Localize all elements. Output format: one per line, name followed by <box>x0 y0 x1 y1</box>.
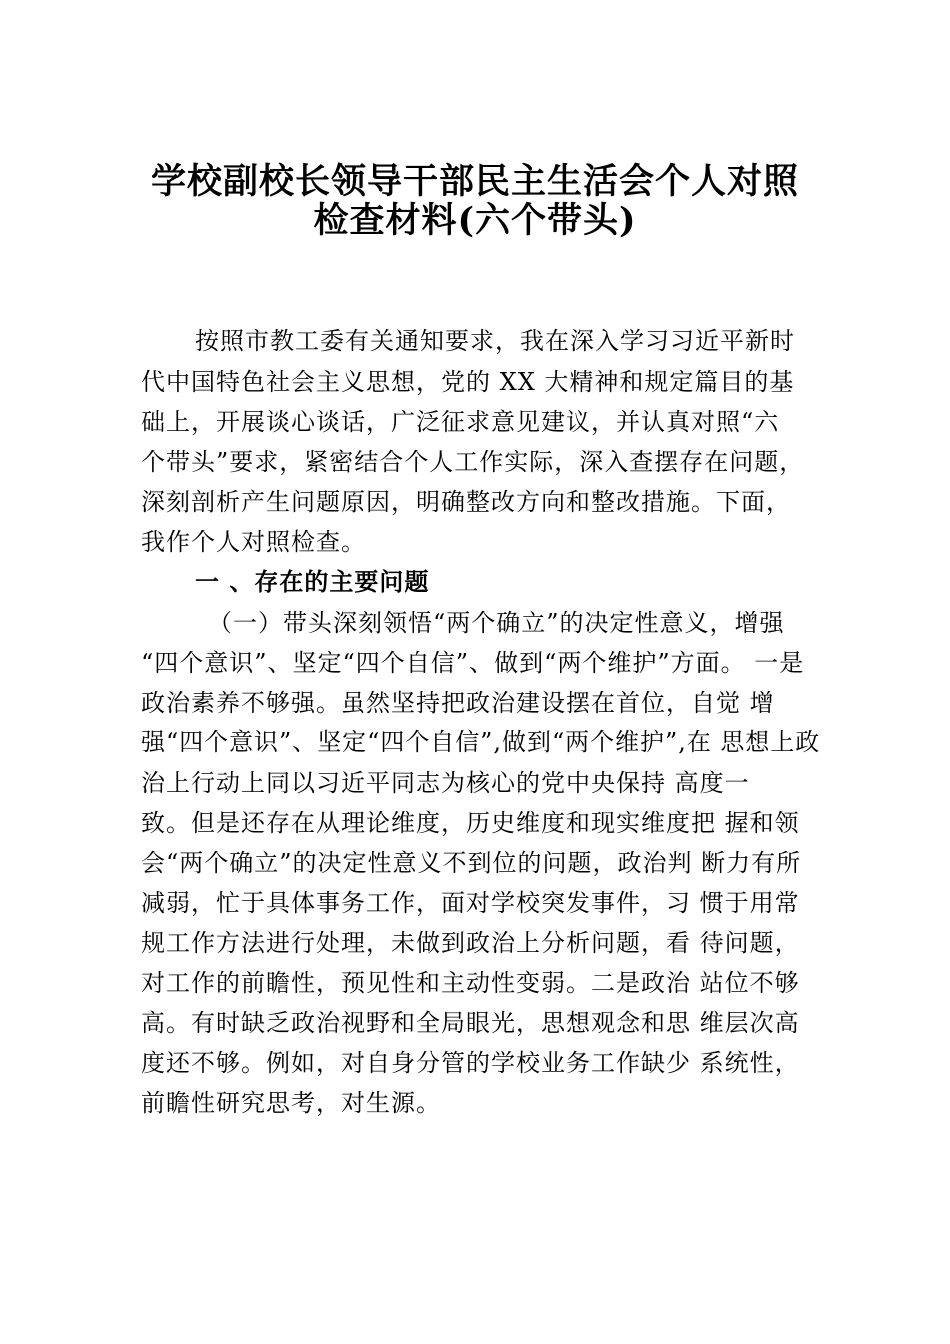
paragraph-2-line-5: 治上行动上同以习近平同志为核心的党中央保持 高度一 <box>141 769 750 797</box>
paragraph-2-line-9: 规工作方法进行处理，未做到政治上分析问题，看 待问题， <box>141 929 800 957</box>
paragraph-1-line-4: 个带头”要求，紧密结合个人工作实际，深入查摆存在问题， <box>141 448 805 476</box>
paragraph-2-line-11: 高。有时缺乏政治视野和全局眼光，思想观念和思 维层次高 <box>141 1009 800 1037</box>
paragraph-2-line-8: 减弱，忙于具体事务工作，面对学校突发事件，习 惯于用常 <box>141 889 800 917</box>
paragraph-1-line-6: 我作个人对照检查。 <box>141 528 366 556</box>
paragraph-2-line-4: 强“四个意识”、坚定“四个自信”,做到“两个维护”,在 思想上政 <box>141 728 821 756</box>
paragraph-2-line-1: （一）带头深刻领悟“两个确立”的决定性意义，增强 <box>208 609 785 637</box>
paragraph-1-line-1: 按照市教工委有关通知要求，我在深入学习习近平新时 <box>195 327 795 355</box>
paragraph-2-line-3: 政治素养不够强。虽然坚持把政治建设摆在首位，自觉 增 <box>141 689 775 717</box>
paragraph-2-line-7: 会“两个确立”的决定性意义不到位的问题，政治判 断力有所 <box>141 849 802 877</box>
section-heading: 一 、存在的主要问题 <box>195 568 430 596</box>
paragraph-2-line-13: 前瞻性研究思考，对生源。 <box>141 1089 441 1117</box>
paragraph-2-line-12: 度还不够。例如，对自身分管的学校业务工作缺少 系统性， <box>141 1049 800 1077</box>
document-title-line-2: 检查材料(六个带头) <box>313 200 637 241</box>
paragraph-2-line-2: “四个意识”、坚定“四个自信”、做到“两个维护”方面。 一是 <box>141 649 805 677</box>
paragraph-1-line-5: 深刻剖析产生问题原因，明确整改方向和整改措施。下面， <box>141 488 791 516</box>
paragraph-1-line-3: 础上，开展谈心谈话，广泛征求意见建议，并认真对照“六 <box>141 408 780 436</box>
paragraph-1-line-2: 代中国特色社会主义思想，党的 XX 大精神和规定篇目的基 <box>141 368 795 396</box>
paragraph-2-line-10: 对工作的前瞻性，预见性和主动性变弱。二是政治 站位不够 <box>141 969 800 997</box>
document-title-line-1: 学校副校长领导干部民主生活会个人对照 <box>150 161 799 202</box>
paragraph-2-line-6: 致。但是还存在从理论维度，历史维度和现实维度把 握和领 <box>141 809 800 837</box>
